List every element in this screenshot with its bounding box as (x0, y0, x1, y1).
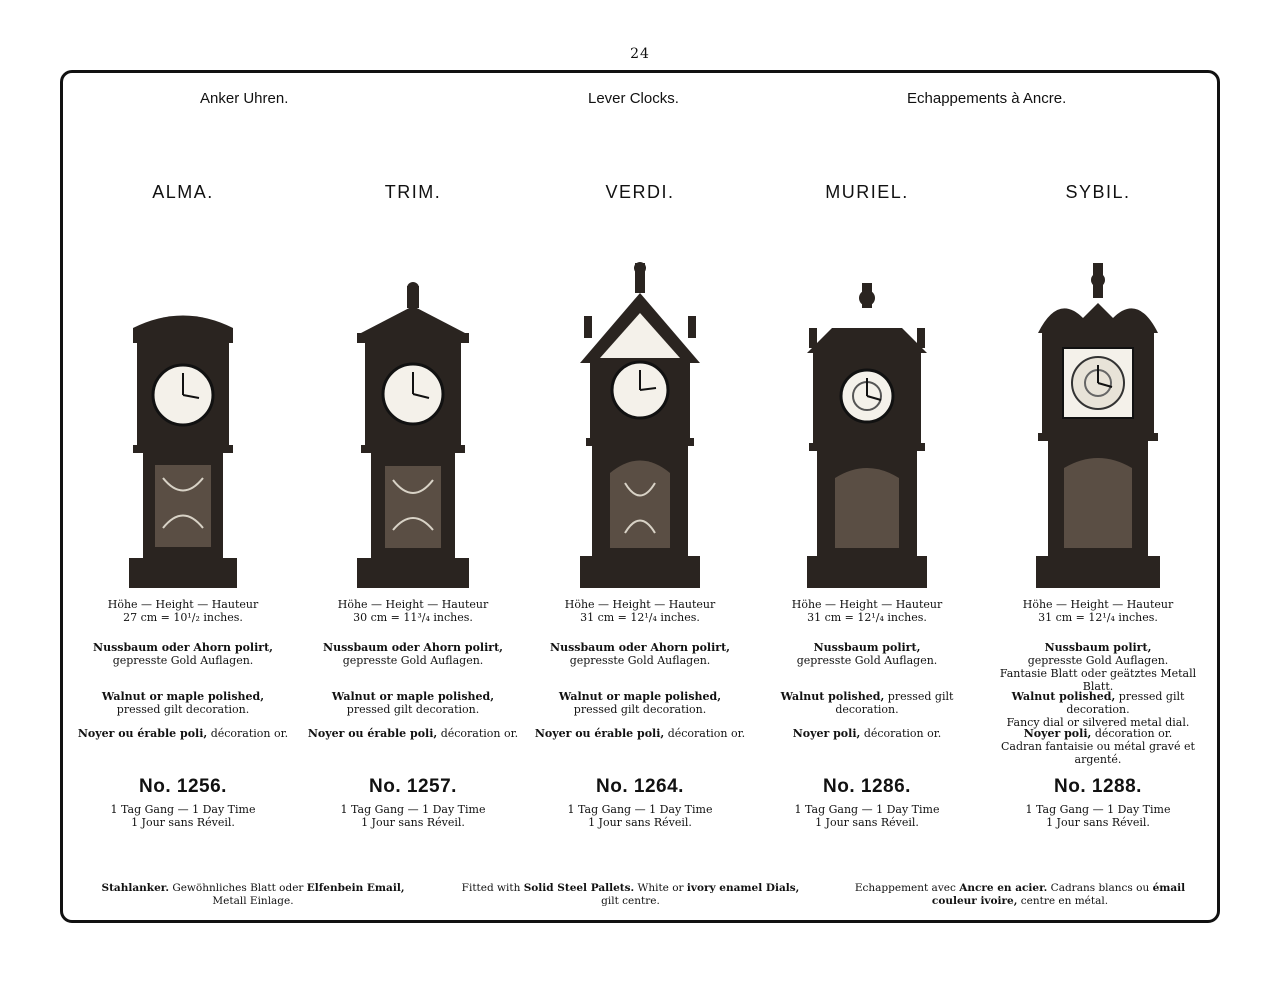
footer-english (448, 882, 813, 908)
going-line: 1 Tag Gang — 1 Day Time (110, 803, 256, 816)
finish-fr-text: décoration or. (863, 727, 942, 740)
clock-illustration (113, 258, 253, 593)
footer-fr-text-1: Echappement avec (854, 882, 956, 894)
clock-illustration (343, 258, 483, 593)
catalog-number: No. 1256. (139, 776, 227, 797)
clock-column-alma (68, 0, 298, 985)
height-value: 31 cm = 12¹/₄ inches. (1038, 611, 1158, 624)
header-english: Lever Clocks. (588, 90, 679, 107)
finish-de-bold: Nussbaum oder Ahorn polirt, (93, 641, 273, 654)
footer-de-text-1: Gewöhnliches Blatt oder (172, 882, 304, 894)
clock-illustration (797, 258, 937, 593)
finish-en-text: pressed gilt decoration. (346, 703, 480, 716)
footer-en-text-3: gilt centre. (601, 895, 660, 907)
height-value: 31 cm = 12¹/₄ inches. (807, 611, 927, 624)
footer-fr-bold-1: Ancre en acier. (959, 882, 1048, 894)
clock-column-trim (298, 0, 528, 985)
finish-en-bold: Walnut or maple polished, (101, 690, 265, 703)
alarm-line: 1 Jour sans Réveil. (131, 816, 235, 829)
footer-fr-text-3: centre en métal. (1020, 895, 1109, 907)
finish-de-bold: Nussbaum polirt, (1044, 641, 1152, 654)
catalog-number: No. 1264. (596, 776, 684, 797)
footer-en-text-2: White or (637, 882, 684, 894)
finish-fr-extra: Cadran fantaisie ou métal gravé et argenté. (1001, 740, 1195, 766)
finish-en-bold: Walnut or maple polished, (331, 690, 495, 703)
going-line: 1 Tag Gang — 1 Day Time (794, 803, 940, 816)
clock-column-verdi (525, 0, 755, 985)
height-label: Höhe — Height — Hauteur (791, 598, 943, 611)
finish-de-bold: Nussbaum oder Ahorn polirt, (323, 641, 503, 654)
alarm-line: 1 Jour sans Réveil. (588, 816, 692, 829)
finish-en-bold: Walnut or maple polished, (558, 690, 722, 703)
alarm-line: 1 Jour sans Réveil. (361, 816, 465, 829)
finish-en-bold: Walnut polished, (1011, 690, 1116, 703)
finish-en-text: pressed gilt decoration. (835, 690, 954, 716)
finish-fr-bold: Noyer poli, (792, 727, 861, 740)
clock-illustration (570, 258, 710, 593)
finish-fr-text: décoration or. (1094, 727, 1173, 740)
finish-fr-text: décoration or. (440, 727, 519, 740)
clock-illustration (1028, 258, 1168, 593)
footer-fr-bold-2: émail (1152, 882, 1186, 894)
footer-en-bold-1: Solid Steel Pallets. (523, 882, 635, 894)
finish-fr-text: décoration or. (210, 727, 289, 740)
finish-fr-text: décoration or. (667, 727, 746, 740)
page-number: 24 (630, 46, 650, 62)
catalog-number: No. 1286. (823, 776, 911, 797)
header-french: Echappements à Ancre. (907, 90, 1067, 107)
footer-fr-bold-3: couleur ivoire, (931, 895, 1018, 907)
height-label: Höhe — Height — Hauteur (1022, 598, 1174, 611)
finish-en-bold: Walnut polished, (780, 690, 885, 703)
finish-de-text: gepresste Gold Auflagen. (796, 654, 938, 667)
finish-en-extra: Fancy dial or silvered metal dial. (1006, 716, 1190, 729)
clock-name: ALMA. (152, 182, 214, 202)
finish-de-text: gepresste Gold Auflagen. (112, 654, 254, 667)
clock-name: MURIEL. (825, 182, 909, 202)
finish-en-text: pressed gilt decoration. (1066, 690, 1185, 716)
footer-de-bold-1: Stahlanker. (101, 882, 169, 894)
height-value: 31 cm = 12¹/₄ inches. (580, 611, 700, 624)
height-label: Höhe — Height — Hauteur (337, 598, 489, 611)
finish-de-text: gepresste Gold Auflagen. (1027, 654, 1169, 667)
footer-de-text-2: Metall Einlage. (212, 895, 294, 907)
clock-name: VERDI. (605, 182, 675, 202)
footer-en-bold-2: ivory enamel Dials, (686, 882, 800, 894)
going-line: 1 Tag Gang — 1 Day Time (1025, 803, 1171, 816)
finish-en-text: pressed gilt decoration. (573, 703, 707, 716)
catalog-number: No. 1288. (1054, 776, 1142, 797)
finish-fr-bold: Noyer ou érable poli, (534, 727, 665, 740)
finish-de-extra: Fantasie Blatt oder geätztes Metall Blatt. (999, 667, 1197, 693)
height-label: Höhe — Height — Hauteur (564, 598, 716, 611)
finish-fr-bold: Noyer ou érable poli, (307, 727, 438, 740)
finish-en-text: pressed gilt decoration. (116, 703, 250, 716)
footer-french (840, 882, 1200, 908)
alarm-line: 1 Jour sans Réveil. (815, 816, 919, 829)
height-value: 27 cm = 10¹/₂ inches. (123, 611, 243, 624)
header-german: Anker Uhren. (200, 90, 289, 107)
finish-de-bold: Nussbaum oder Ahorn polirt, (550, 641, 730, 654)
alarm-line: 1 Jour sans Réveil. (1046, 816, 1150, 829)
finish-fr-bold: Noyer ou érable poli, (77, 727, 208, 740)
finish-de-text: gepresste Gold Auflagen. (569, 654, 711, 667)
footer-de-bold-2: Elfenbein Email, (306, 882, 405, 894)
catalog-number: No. 1257. (369, 776, 457, 797)
height-value: 30 cm = 11³/₄ inches. (353, 611, 473, 624)
footer-german (88, 882, 418, 908)
finish-de-text: gepresste Gold Auflagen. (342, 654, 484, 667)
going-line: 1 Tag Gang — 1 Day Time (567, 803, 713, 816)
clock-column-muriel (752, 0, 982, 985)
finish-fr-bold: Noyer poli, (1023, 727, 1092, 740)
height-label: Höhe — Height — Hauteur (107, 598, 259, 611)
going-line: 1 Tag Gang — 1 Day Time (340, 803, 486, 816)
clock-name: TRIM. (384, 182, 442, 202)
clock-name: SYBIL. (1065, 182, 1131, 202)
footer-en-text-1: Fitted with (461, 882, 521, 894)
clock-column-sybil (983, 0, 1213, 985)
footer-fr-text-2: Cadrans blancs ou (1050, 882, 1150, 894)
finish-de-bold: Nussbaum polirt, (813, 641, 921, 654)
